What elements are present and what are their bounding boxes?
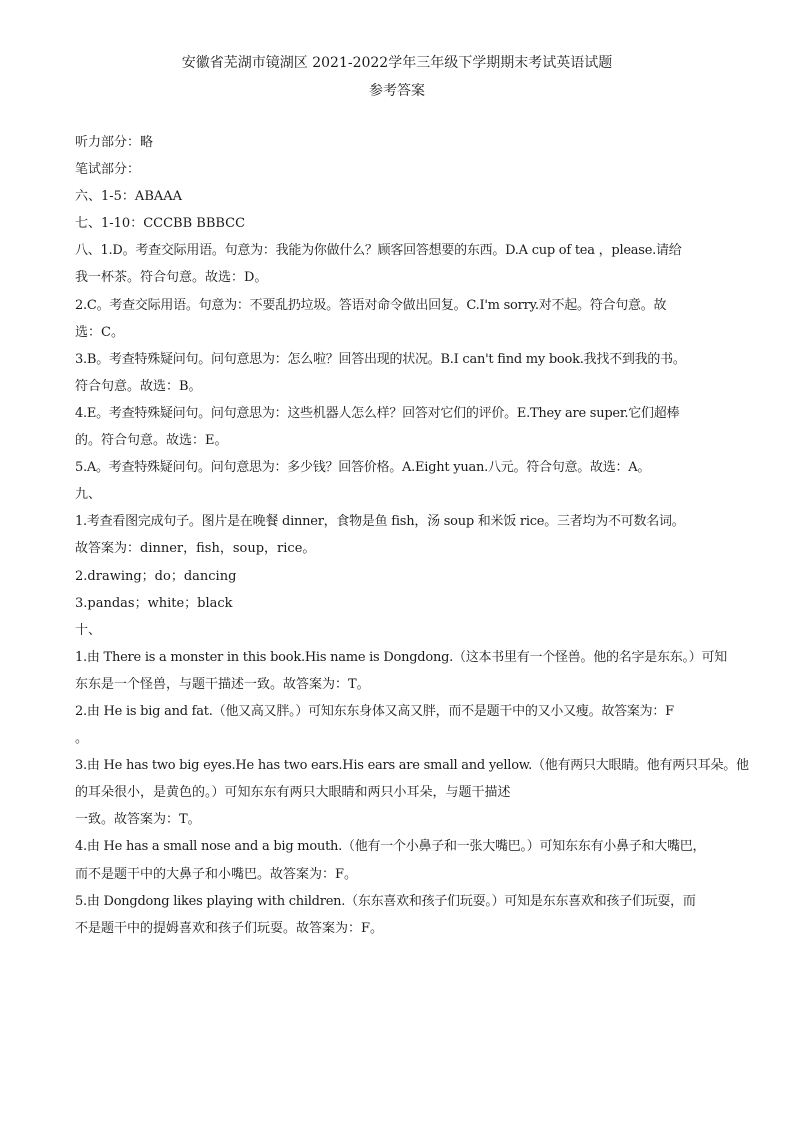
- text-line: 的。符合句意。故选：E。: [75, 433, 228, 449]
- text-line: 故答案为：dinner，fish，soup，rice。: [75, 541, 316, 557]
- document-title: 安徽省芜湖市镜湖区 2021-2022学年三年级下学期期末考试英语试题: [181, 55, 613, 71]
- text-line: 1.由 There is a monster in this book.His name is Dongdong.（这本书里有一个怪兽。他的名字是东东。）可知: [75, 649, 728, 665]
- text-line: 笔试部分：: [75, 162, 141, 178]
- text-line: 符合句意。故选：B。: [75, 378, 202, 394]
- document-subtitle: 参考答案: [369, 83, 425, 99]
- text-line: 3.B。考查特殊疑问句。问句意思为：怎么啦？回答出现的状况。B.I can't find my book.我找不到我的书。: [75, 351, 686, 367]
- text-line: 2.C。考查交际用语。句意为：不要乱扔垃圾。答语对命令做出回复。C.I'm sorry.对不起。符合句意。故: [75, 297, 667, 313]
- text-line: 选：C。: [75, 324, 124, 340]
- text-line: 六、1-5：ABAAA: [75, 189, 183, 205]
- text-line: 七、1-10：CCCBB BBBCC: [75, 216, 246, 232]
- text-line: 十、: [75, 622, 102, 638]
- text-line: 东东是一个怪兽，与题干描述一致。故答案为：T。: [75, 676, 370, 692]
- text-line: 。: [75, 731, 89, 747]
- text-line: 不是题干中的提姆喜欢和孩子们玩耍。故答案为：F。: [75, 920, 384, 936]
- text-line: 4.由 He has a small nose and a big mouth.（他有一个小鼻子和一张大嘴巴。）可知东东有小鼻子和大嘴巴，: [75, 839, 706, 855]
- text-line: 九、: [75, 487, 102, 503]
- text-line: 而不是题干中的大鼻子和小嘴巴。故答案为：F。: [75, 866, 358, 882]
- text-line: 2.由 He is big and fat.（他又高又胖。）可知东东身体又高又胖，而不是题干中的又小又瘦。故答案为：F: [75, 703, 674, 719]
- text-line: 听力部分：略: [75, 135, 154, 150]
- text-line: 的耳朵很小，是黄色的。）可知东东有两只大眼睛和两只小耳朵，与题干描述: [75, 785, 511, 801]
- text-line: 5.A。考查特殊疑问句。问句意思为：多少钱？回答价格。A.Eight yuan.八元。符合句意。故选：A。: [75, 460, 651, 476]
- text-line: 3.pandas；white；black: [75, 595, 233, 611]
- text-line: 3.由 He has two big eyes.He has two ears.His ears are small and yellow.（他有两只大眼睛。他有两只耳朵。他: [75, 758, 749, 774]
- answer-body: [75, 129, 749, 942]
- text-line: 5.由 Dongdong likes playing with children.（东东喜欢和孩子们玩耍。）可知是东东喜欢和孩子们玩耍，而: [75, 893, 696, 909]
- text-line: 1.考查看图完成句子。图片是在晚餐 dinner，食物是鱼 fish，汤 soup 和米饭 rice。三者均为不可数名词。: [75, 514, 685, 530]
- text-line: 一致。故答案为：T。: [75, 812, 201, 828]
- text-line: 2.drawing；do；dancing: [75, 568, 237, 584]
- text-line: 八、1.D。考查交际用语。句意为：我能为你做什么？顾客回答想要的东西。D.A cup of tea ，please.请给: [75, 243, 682, 259]
- text-line: 我一杯茶。符合句意。故选：D。: [75, 270, 268, 286]
- text-line: 4.E。考查特殊疑问句。问句意思为：这些机器人怎么样？回答对它们的评价。E.They are super.它们超棒: [75, 405, 680, 421]
